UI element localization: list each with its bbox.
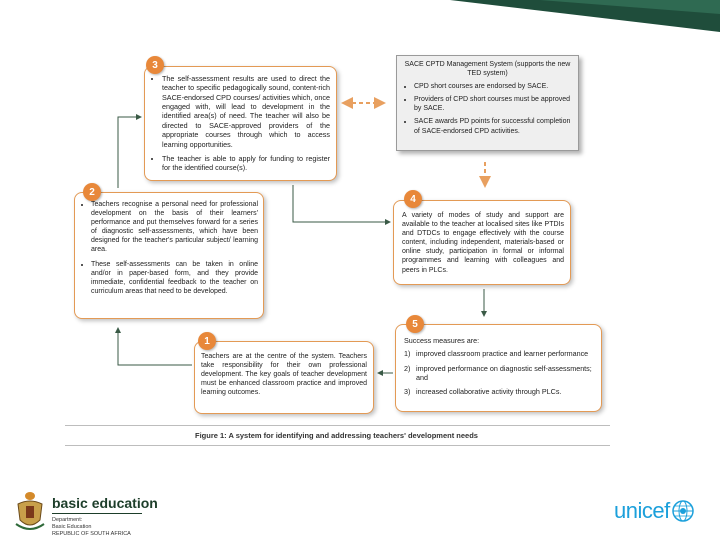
step-5-measure: improved performance on diagnostic self-assessments; and bbox=[416, 363, 592, 383]
sace-title: SACE CPTD Management System (supports the new TED system) bbox=[404, 61, 571, 78]
caption-rule-top bbox=[65, 425, 610, 426]
step-5-num: 1) bbox=[404, 349, 411, 359]
step-2-box bbox=[74, 192, 264, 319]
logo-sub-line: Basic Education bbox=[52, 523, 92, 530]
step-1-badge: 1 bbox=[198, 332, 216, 350]
caption-rule-bottom bbox=[65, 445, 610, 446]
step-4-box bbox=[393, 200, 571, 285]
figure-caption: Figure 1: A system for identifying and addressing teachers' development needs bbox=[195, 431, 478, 440]
step-2-badge: 2 bbox=[83, 183, 101, 201]
step-1-text: Teachers are at the centre of the system. Teachers take responsibility for their own professional development. The key goals of teacher development must be enhanced classroom practice and improved learning outcomes. bbox=[201, 353, 367, 397]
sace-item: • CPD short courses are endorsed by SACE. bbox=[414, 82, 571, 91]
step-5-measure: improved classroom practice and learner performance bbox=[416, 349, 589, 359]
sace-management-box bbox=[396, 55, 579, 151]
arrow-2-to-3 bbox=[118, 117, 141, 188]
step-4-text: A variety of modes of study and support are available to the teacher at localised sites like PTDIs and DTDCs to engage effectively with the course content, including independent, materials-based or online study, participation in formal or informal programmes and learning with colleagues and peers in PLCs. bbox=[402, 212, 564, 274]
logo-divider bbox=[52, 513, 142, 514]
step-1-box bbox=[194, 341, 374, 414]
step-5-badge: 5 bbox=[406, 315, 424, 333]
step-5-num: 2) bbox=[404, 363, 411, 373]
step-2-item: • These self-assessments can be taken in online and/or in paper-based form, and they provide immediate, confidential feedback to the teacher on curriculum areas that need to be developed. bbox=[91, 260, 258, 296]
step-5-box bbox=[395, 324, 602, 412]
step-3-item: • The teacher is able to apply for funding to register for the identified course(s). bbox=[162, 154, 330, 173]
sace-item: • Providers of CPD short courses must be approved by SACE. bbox=[414, 95, 571, 113]
step-5-num: 3) bbox=[404, 387, 411, 397]
basic-education-logo bbox=[12, 490, 158, 538]
arrow-1-to-2 bbox=[118, 328, 192, 365]
arrow-3-to-4 bbox=[293, 185, 390, 222]
coat-of-arms-icon bbox=[12, 490, 48, 532]
step-2-item: • Teachers recognise a personal need for professional development on the basis of their learners' performance and put themselves forward for a series of diagnostic self-assessments, which have been designed for the teacher's particular subject/ learning area. bbox=[91, 200, 258, 255]
unicef-logo bbox=[614, 498, 694, 524]
logo-sub-line: Department: bbox=[52, 517, 83, 523]
step-5-intro: Success measures are: bbox=[404, 336, 480, 345]
step-5-measure: increased collaborative activity through PLCs. bbox=[416, 387, 562, 397]
step-3-item: • The self-assessment results are used to direct the teacher to specific pedagogically sound, content-rich SACE-endorsed CPD courses/ activities which, once engaged with, will lead to development in the identified area(s) of need. The teacher will also be directed to SACE-approved providers of the appropriate courses through which to access learning opportunities. bbox=[162, 74, 330, 149]
unicef-globe-icon bbox=[672, 500, 694, 522]
step-3-badge: 3 bbox=[146, 56, 164, 74]
logo-main-text: basic education bbox=[52, 495, 158, 511]
logo-sub-line: REPUBLIC OF SOUTH AFRICA bbox=[52, 530, 131, 537]
step-3-box bbox=[144, 66, 337, 181]
step-4-badge: 4 bbox=[404, 190, 422, 208]
unicef-wordmark: unicef bbox=[614, 498, 670, 523]
sace-item: • SACE awards PD points for successful completion of SACE-endorsed CPD activities. bbox=[414, 117, 571, 135]
